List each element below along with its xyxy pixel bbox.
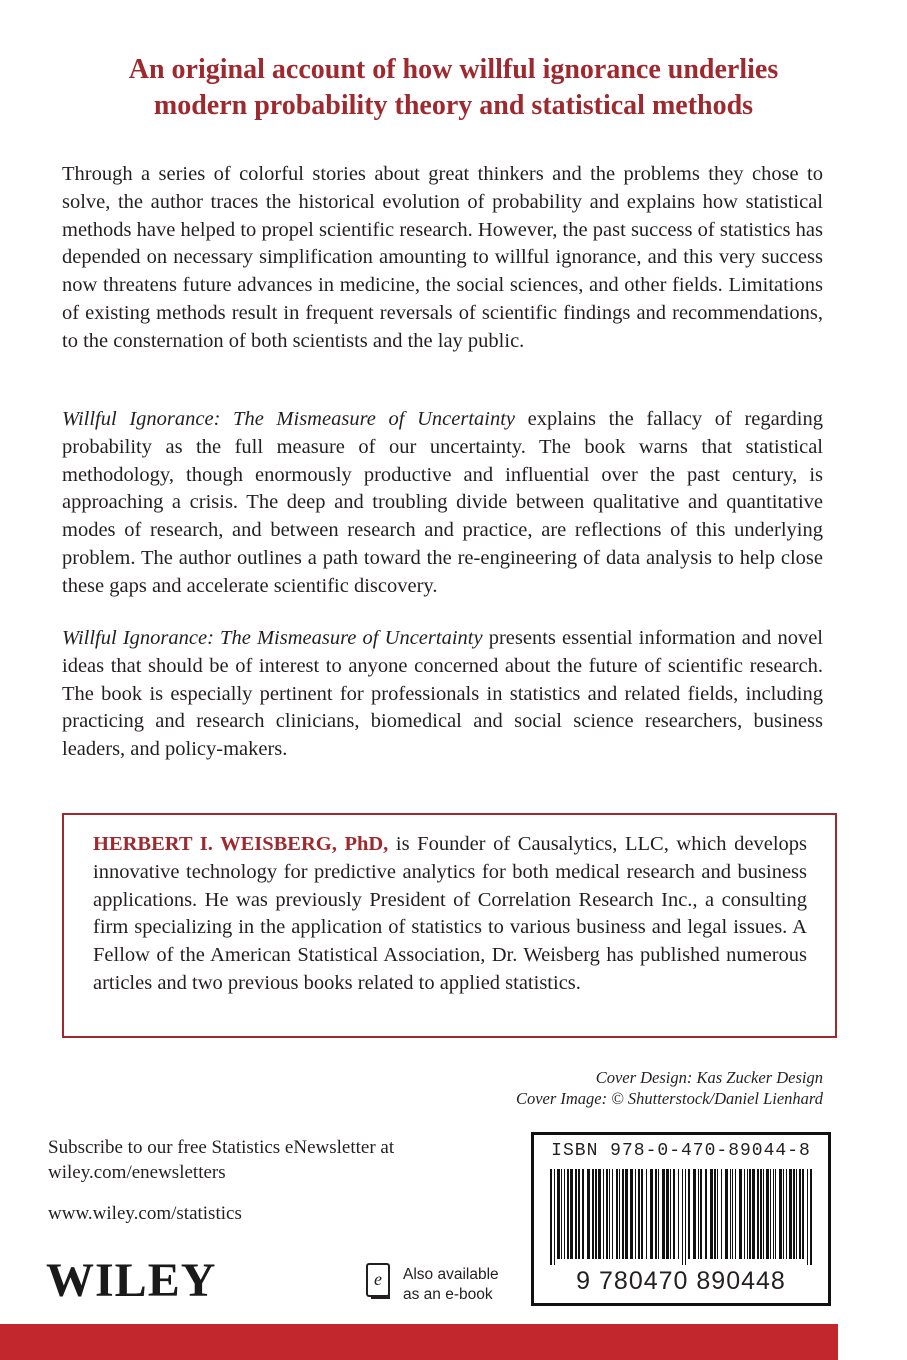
ebook-line-2: as an e-book (403, 1286, 493, 1303)
cover-design-credit: Cover Design: Kas Zucker Design (595, 1068, 823, 1087)
barcode-bar (592, 1169, 594, 1259)
newsletter-link[interactable]: wiley.com/enewsletters (48, 1162, 226, 1183)
author-bio (93, 831, 807, 998)
barcode-bar (550, 1169, 552, 1265)
barcode-bar (760, 1169, 762, 1259)
ebook-line-1: Also available (403, 1266, 499, 1283)
barcode-bar (587, 1169, 590, 1259)
barcode-bar (693, 1169, 696, 1259)
barcode-bar (641, 1169, 643, 1259)
barcode-bar (775, 1169, 776, 1259)
barcode-bar (554, 1169, 555, 1265)
barcode-bar (730, 1169, 731, 1259)
book-title-italic: Willful Ignorance: The Mismeasure of Uncertainty (62, 627, 483, 649)
svg-text:e: e (374, 1269, 382, 1289)
barcode-bar (575, 1169, 577, 1259)
barcode-bar (570, 1169, 573, 1259)
barcode-bar (619, 1169, 620, 1259)
barcode-bar (670, 1169, 671, 1259)
description-paragraph-3-text: presents essential information and novel ideas that should be of interest to anyone concerned about the future of scientific research. The book is especially pertinent for professionals in statistics and related fields, including practicing and research clinicians, biomedical and social science researchers, business leaders, and policy-makers. (62, 627, 823, 761)
ebook-availability (403, 1265, 499, 1305)
isbn-label: ISBN 978-0-470-89044-8 (551, 1141, 811, 1161)
barcode-bar (612, 1169, 613, 1259)
description-paragraph-3 (62, 625, 823, 764)
description-paragraph-2-text: explains the fallacy of regarding probability as the full measure of our uncertainty. The book warns that statistical methodology, though enormously productive and influential over the past century, is approaching a crisis. The deep and troubling divide between qualitative and quantitative modes of research, and between research and practice, are reflections of this underlying problem. The author outlines a path toward the re-engineering of data analysis to help close these gaps and accelerate scientific discovery. (62, 408, 823, 597)
barcode-bar (630, 1169, 633, 1259)
barcode (550, 1169, 814, 1265)
barcode-bar (595, 1169, 597, 1259)
barcode-bar (625, 1169, 628, 1259)
subscribe-text: Subscribe to our free Statistics eNewsletter at (48, 1137, 395, 1158)
barcode-bar (725, 1169, 728, 1259)
barcode-bar (786, 1169, 787, 1259)
bottom-color-bar (0, 1324, 838, 1360)
barcode-bar (567, 1169, 569, 1259)
barcode-bar (698, 1169, 699, 1259)
barcode-bar (609, 1169, 610, 1259)
barcode-bar (710, 1169, 713, 1259)
barcode-bar (796, 1169, 797, 1259)
barcode-bar (735, 1169, 736, 1259)
barcode-bar (747, 1169, 748, 1259)
barcode-bar (598, 1169, 601, 1259)
barcode-bar (678, 1169, 679, 1259)
barcode-bar (635, 1169, 636, 1259)
headline-line-2: modern probability theory and statistical methods (153, 90, 754, 121)
cover-credits (516, 1067, 823, 1109)
barcode-bar (793, 1169, 795, 1259)
barcode-bar (603, 1169, 604, 1259)
barcode-bar (721, 1169, 722, 1259)
barcode-bar (638, 1169, 640, 1259)
barcode-bar (749, 1169, 751, 1259)
author-bio-text: is Founder of Causalytics, LLC, which develops innovative technology for predictive analytics for both medical research and business applications. He was previously President of Correlation Research Inc., a consulting firm specializing in the application of statistics to various business and legal issues. A Fellow of the American Statistical Association, Dr. Weisberg has published numerous articles and two previous books related to applied statistics. (93, 833, 807, 994)
wiley-logo: WILEY (46, 1254, 217, 1307)
barcode-bar (807, 1169, 808, 1265)
author-bio-box (62, 813, 837, 1038)
website-link[interactable]: www.wiley.com/statistics (48, 1203, 242, 1224)
barcode-bar (650, 1169, 653, 1259)
headline (60, 52, 847, 124)
barcode-bar (705, 1169, 707, 1259)
description-paragraph-1: Through a series of colorful stories about great thinkers and the problems they chose to solve, the author traces the historical evolution of probability and explains how statistical methods have helped to propel scientific research. However, the past success of statistics has depended on necessary simplification amounting to willful ignorance, and this very success now threatens future advances in medicine, the social sciences, and other fields. Limitations of existing methods result in frequent reversals of scientific findings and recommendations, to the consternation of both scientists and the lay public. (62, 163, 823, 352)
barcode-bar (752, 1169, 755, 1259)
barcode-bar (700, 1169, 702, 1259)
barcode-bar (666, 1169, 669, 1259)
barcode-bar (766, 1169, 769, 1259)
barcode-bar (770, 1169, 771, 1259)
barcode-bar (557, 1169, 560, 1259)
barcode-bar (799, 1169, 801, 1259)
barcode-bar (646, 1169, 647, 1259)
barcode-bar (810, 1169, 812, 1265)
barcode-bar (763, 1169, 764, 1259)
barcode-bar (802, 1169, 804, 1259)
barcode-bar (616, 1169, 618, 1259)
barcode-bar (783, 1169, 784, 1259)
barcode-bar (673, 1169, 675, 1259)
barcode-bar (655, 1169, 657, 1259)
barcode-bar (685, 1169, 686, 1265)
barcode-bar (561, 1169, 562, 1259)
barcode-bar (622, 1169, 624, 1259)
barcode-digits: 9 780470 890448 (576, 1267, 786, 1295)
barcode-bar (739, 1169, 742, 1259)
barcode-bar (773, 1169, 774, 1259)
barcode-bar (578, 1169, 580, 1259)
barcode-bar (658, 1169, 659, 1259)
barcode-bar (714, 1169, 716, 1259)
isbn-barcode-box (531, 1132, 831, 1306)
cover-image-credit: Cover Image: © Shutterstock/Daniel Lienhard (515, 1089, 823, 1108)
book-title-italic: Willful Ignorance: The Mismeasure of Uncertainty (62, 408, 516, 430)
barcode-bar (744, 1169, 745, 1259)
headline-line-1: An original account of how willful ignorance underlies (128, 54, 779, 85)
newsletter-subscribe (48, 1135, 394, 1185)
barcode-bar (779, 1169, 782, 1259)
barcode-bar (688, 1169, 690, 1259)
barcode-bar (757, 1169, 759, 1259)
barcode-bar (564, 1169, 565, 1259)
barcode-bar (606, 1169, 608, 1259)
barcode-bar (682, 1169, 683, 1265)
barcode-bar (732, 1169, 733, 1259)
barcode-bar (662, 1169, 665, 1259)
description-paragraph-2 (62, 406, 823, 601)
barcode-bar (789, 1169, 792, 1259)
barcode-bar (582, 1169, 584, 1259)
ebook-icon (366, 1263, 392, 1301)
author-name: HERBERT I. WEISBERG, PhD, (93, 833, 389, 855)
barcode-bar (717, 1169, 718, 1259)
